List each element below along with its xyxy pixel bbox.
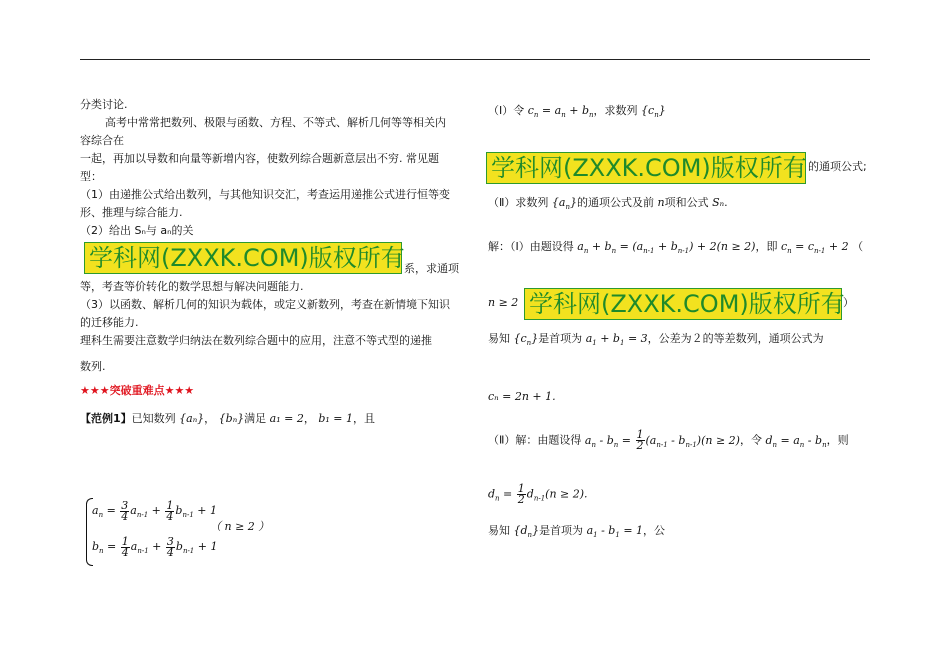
watermark-stamp: 学科网(ZXXK.COM)版权所有 — [486, 152, 806, 184]
dn-recursion: $d_n$ = $\frac{1}{2}$ $d_{n-1}(n \ge 2)$. — [488, 482, 588, 506]
text: （Ⅱ）解：由题设得 — [488, 433, 582, 447]
math-d-first: $a_1 - b_1 = 1$ — [586, 524, 644, 539]
easy-1 — [488, 332, 824, 350]
cn-formula: cₙ = 2n + 1. — [488, 390, 556, 403]
watermark-stamp: 学科网(ZXXK.COM)版权所有 — [84, 242, 402, 274]
paragraph: 理科生需要注意数学归纳法在数列综合题中的应用，注意不等式型的递推 — [80, 334, 432, 347]
close-paren: ） — [843, 296, 854, 309]
math-diff-recursion: $a_n - b_n$ = $\frac{1}{2}$ $(a_{n-1} - b_{n-1})(n \ge 2)$ — [584, 428, 740, 452]
question-1-tail: 的通项公式; — [808, 160, 867, 173]
text: 满足 — [244, 412, 267, 425]
solution-2 — [488, 430, 849, 452]
text: 易知 — [488, 332, 510, 345]
math-cn-formula: cₙ = 2n + 1 — [488, 390, 553, 403]
paragraph: 高考中常常把数列、极限与函数、方程、不等式、解析几何等等相关内 — [105, 116, 446, 129]
example-line: 【范例1】已知数列 {aₙ}， {bₙ}满足 a₁ = 2， b₁ = 1，且 — [80, 412, 376, 425]
text: （ — [852, 240, 864, 253]
text: ，则 — [826, 433, 849, 447]
text: ，公差为２的等差数列，通项公式为 — [647, 332, 824, 345]
paragraph: 系，求通项 — [404, 262, 459, 275]
text: 解：（Ⅰ）由题设得 — [488, 240, 574, 253]
paragraph: （3）以函数、解析几何的知识为载体，或定义新数列，考查在新情境下知识 — [80, 298, 450, 311]
math-dn-def: $d_n = a_n - b_n$ — [765, 433, 827, 449]
text: 且 — [364, 412, 376, 425]
text: （Ⅰ）令 — [488, 104, 525, 117]
math-b1: b₁ = 1 — [318, 412, 354, 425]
math-sum-recursion: $a_n + b_n = (a_{n-1} + b_{n-1}) + 2(n \ge 2)$ — [577, 240, 756, 255]
question-2: （Ⅱ）求数列 $\{a_n\}$的通项公式及前 n项和公式 Sₙ. — [488, 196, 728, 211]
paragraph: 数列. — [80, 360, 106, 373]
math-a-seq: {aₙ} — [179, 412, 205, 425]
text: 易知 — [488, 524, 510, 537]
text: 项和公式 — [664, 196, 709, 209]
math-c-recursion: $c_n = c_{n-1} + 2$ — [780, 240, 849, 255]
math-b-seq: {bₙ} — [218, 412, 245, 425]
paragraph: 容综合在 — [80, 134, 124, 147]
text: 求数列 — [604, 104, 638, 117]
paragraph: 型： — [80, 170, 102, 183]
math-cn-def: $c_n = a_n + b_n$ — [527, 104, 594, 119]
question-1: （Ⅰ）令 $c_n = a_n + b_n$，求数列 $\{c_n\}$ — [488, 104, 666, 119]
solution-1 — [488, 240, 863, 258]
math-first-term: $a_1 + b_1 = 3$ — [585, 332, 648, 347]
math-cn-seq: $\{c_n\}$ — [641, 104, 666, 119]
paragraph: 等，考查等价转化的数学思想与解决问题能力. — [80, 280, 304, 293]
text: 已知数列 — [131, 412, 176, 425]
text: ，公 — [643, 524, 666, 537]
text: ，令 — [739, 433, 762, 447]
system-eq-1: $a_n$ = $\frac{3}{4}$ $a_{n-1}$ + $\frac{1}{4}$ $b_{n-1} + 1$ — [92, 498, 217, 523]
math-cn-seq-2: $\{c_n\}$ — [513, 332, 539, 347]
paragraph: （1）由递推公式给出数列，与其他知识交汇，考查运用递推公式进行恒等变 — [80, 188, 450, 201]
system-eq-2: $b_n$ = $\frac{1}{4}$ $a_{n-1}$ + $\frac{3}{4}$ $b_{n-1} + 1$ — [92, 534, 218, 559]
section-heading: ★★★突破重难点★★★ — [80, 384, 195, 397]
math-a1: a₁ = 2 — [269, 412, 304, 425]
paragraph: 的迁移能力. — [80, 316, 139, 329]
paragraph: 一起，再加以导数和向量等新增内容，使数列综合题新意层出不穷. 常见题 — [80, 152, 439, 165]
paragraph: （2）给出 Sₙ与 aₙ的关 — [80, 224, 194, 237]
example-tag: 【范例1】 — [80, 412, 132, 425]
text: 是首项为 — [539, 524, 584, 537]
text: 的通项公式及前 — [577, 196, 654, 209]
paragraph: 分类讨论. — [80, 98, 128, 111]
math-n-ge-2: n ≥ 2 — [488, 296, 519, 309]
watermark-stamp: 学科网(ZXXK.COM)版权所有 — [524, 288, 842, 320]
math-an-seq: $\{a_n\}$ — [551, 196, 577, 211]
system-condition: （ n ≥ 2 ） — [210, 520, 270, 533]
header-rule — [80, 59, 870, 60]
text: （Ⅱ）求数列 — [488, 196, 549, 209]
math-n: n — [657, 196, 665, 209]
math-dn-seq: $\{d_n\}$ — [513, 524, 540, 539]
text: 是首项为 — [538, 332, 583, 345]
paragraph: 形、推理与综合能力. — [80, 206, 183, 219]
math-sn: Sₙ — [712, 196, 725, 209]
text: ，即 — [755, 240, 778, 253]
easy-2 — [488, 524, 665, 542]
